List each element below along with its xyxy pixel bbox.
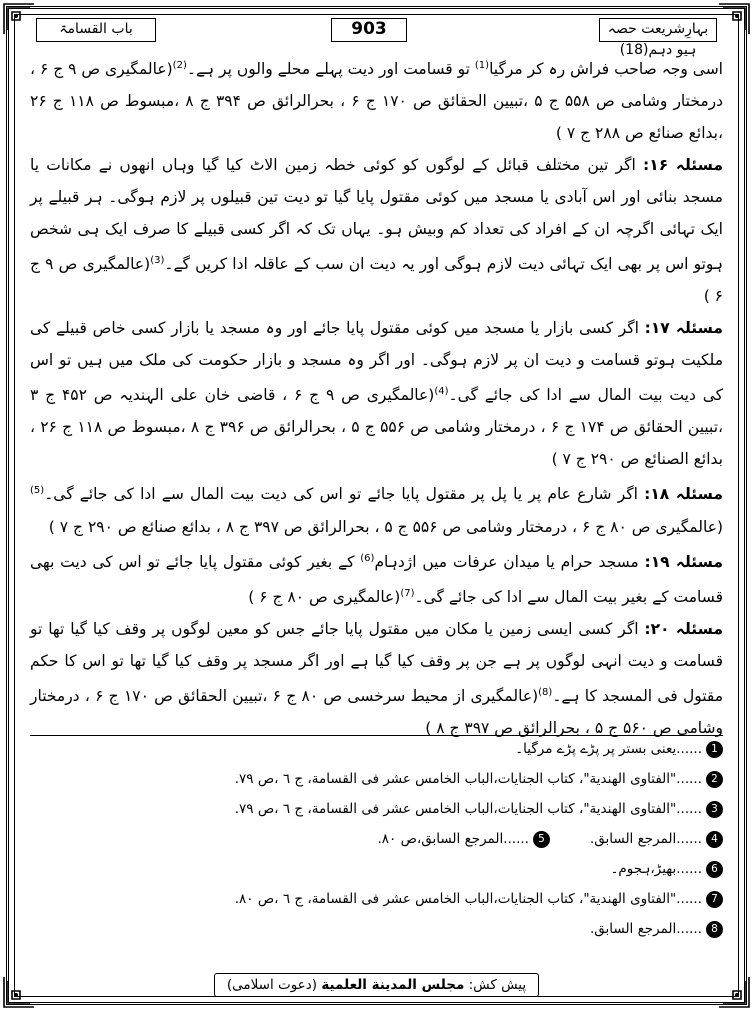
paragraph-intro: اسی وجہ صاحب فراش رہ کر مرگیا$^{(1)}$ تو قسامت اور دیت پہلے محلے والوں پر ہے۔$^{(2)}$(عالمگیری ص ۹ ج ۶ ، درمختار وشامی ص ۵۵۸ ج ۵ ،تبیین الحقائق ص ۱۷۰ ج ۶ ، بحرالرائق ص ۳۹۴ ج ۸ ،مبسوط ص ۱۱۸ ج ۲۶ ،بدائع صنائع ص ۲۸۸ ج ۷ ) [30,60,724,143]
footnote-ref: (2) [172,60,187,71]
page-header [36,16,717,58]
footnote-item: 3 ......"الفتاوی الهندية"، کتاب الجنايات،الباب الخامس عشر فی القسامة، ج ٦ ،ص ٧٩. [30,794,723,824]
footnote-item: 4 ......المرجع السابق. 5 ......المرجع السابق،ص ٨٠. [30,824,723,854]
page-number: 903 [331,18,407,42]
masala-label: مسئلہ ۱۶: [643,156,723,175]
footnote-number: 1 [706,741,723,758]
footnote-ref: (8) [538,686,553,698]
footnote-number: 5 [533,831,550,848]
publisher-box: پیش کش: مجلس المدينة العلمية (دعوت اسلامی) [214,973,539,997]
footnote-item: 2 ......"الفتاوی الهندية"، کتاب الجنايات،الباب الخامس عشر فی القسامة، ج ٦ ،ص ٧٩. [30,764,723,794]
footnote-ref: (4) [434,386,449,398]
footnote-number: 2 [706,771,723,788]
footnote-item: 6 ......بھیڑ،ہجوم۔ [30,854,723,884]
footnote-ref: (7) [400,587,415,599]
masala-18: مسئلہ ۱۸: اگر شارع عام پر یا پل پر مقتول پایا جائے تو اس کی دیت بیت المال سے ادا کی جائے گی۔$^{(5)}$(عالمگیری ص ۸۰ ج ۶ ، درمختار وشامی ص ۵۵۶ ج ۵ ، بحرالرائق ص ۳۹۷ ج ۸ ، بدائع صنائع ص ۲۹۰ ج ۷ ) [30,485,723,536]
page-footer [0,973,753,997]
footnote-number: 7 [706,891,723,908]
footnote-number: 8 [706,921,723,938]
footnote-number: 6 [706,861,723,878]
masala-label: مسئلہ ۱۸: [644,485,723,504]
footnote-ref: (6) [360,552,375,564]
chapter-title: باب القسامۃ [36,18,156,42]
footnote-item: 1 ......یعنی بستر پر پڑے پڑے مرگیا۔ [30,734,723,764]
book-title: بہارِشریعت حصہ ہیو دہم(18) [599,18,717,42]
footnotes [30,734,723,944]
corner-ornament-icon [717,2,751,36]
footnote-item: 7 ......"الفتاوی الهندية"، کتاب الجنايات،الباب الخامس عشر فی القسامة، ج ٦ ،ص ٨٠. [30,884,723,914]
masala-label: مسئلہ ۲۰: [644,619,723,638]
masala-17: مسئلہ ۱۷: اگر کسی بازار یا مسجد میں کوئی مقتول پایا جائے اور وہ مسجد یا بازار کسی خاص قبیلے کی ملکیت ہوتو قسامت و دیت ان پر لازم ہوگی۔ اور اگر وہ مسجد و بازار حکومت کی ملک میں ہیں تو اس کی دیت بیت المال سے ادا کی جائے گی۔$^{(4)}$(عالمگیری ص ۹ ج ۶ ، قاضی خان علی الہندیہ ص ۴۵۲ ج ۳ ،تبیین الحقائق ص ۱۷۴ ج ۶ ، درمختار وشامی ص ۵۵۶ ج ۵ ، بحرالرائق ص ۳۹۶ ج ۸ ،مبسوط ص ۱۱۸ ج ۲۶ ، بدائع الصنائع ص ۲۹۰ ج ۷ ) [30,319,724,469]
footnote-ref: (5) [30,485,45,497]
footnote-ref: (3) [150,255,165,267]
masala-20: مسئلہ ۲۰: اگر کسی ایسی زمین یا مکان میں مقتول پایا جائے جس کو معین لوگوں پر وقف کیا گیا تھا تو قسامت و دیت انہی لوگوں پر ہے جن پر وقف کیا گیا ہے اور اگر مسجد پر وقف کیا گیا تھا تو اس کا حکم مقتول فی المسجد کا ہے۔$^{(8)}$(عالمگیری از محیط سرخسی ص ۸۰ ج ۶ ،تبیین الحقائق ص ۱۷۰ ج ۶ ، درمختار وشامی ص ۵۶۰ ج ۵ ، بحرالرائق ص ۳۹۷ ج ۸ ) [30,619,724,738]
masala-label: مسئلہ ۱۹: [644,552,723,571]
footnote-ref: (1) [474,60,490,71]
footnote-number: 3 [706,801,723,818]
main-text [30,50,723,740]
masala-label: مسئلہ ۱۷: [644,319,723,338]
masala-16: مسئلہ ۱۶: اگر تین مختلف قبائل کے لوگوں کو کوئی خطہ زمین الاٹ کیا گیا وہاں انھوں نے مکانات یا مسجد بنائی اور اس آبادی یا مسجد میں کوئی مقتول پایا گیا تو دیت تین قبیلوں پر لازم ہوگی۔ ہر قبیلے پر ایک تہائی اگرچہ ان کے افراد کی تعداد کم وبیش ہو۔ یہاں تک کہ اگر کسی قبیلے کا صرف ایک ہی شخص ہوتو اس پر بھی ایک تہائی دیت لازم ہوگی اور یہ دیت ان سب کے عاقلہ ادا کریں گے۔$^{(3)}$(عالمگیری ص ۹ ج ۶ ) [30,156,723,306]
footnote-item: 8 ......المرجع السابق. [30,914,723,944]
footnote-number: 4 [706,831,723,848]
publisher-name: مجلس المدينة العلمية [321,977,465,993]
masala-19: مسئلہ ۱۹: مسجد حرام یا میدان عرفات میں اژدہام$^{(6)}$ کے بغیر کوئی مقتول پایا جائے تو اس کی دیت بھی قسامت کے بغیر بیت المال سے ادا کی جائے گی۔$^{(7)}$(عالمگیری ص ۸۰ ج ۶ ) [30,552,723,606]
corner-ornament-icon [2,2,36,36]
